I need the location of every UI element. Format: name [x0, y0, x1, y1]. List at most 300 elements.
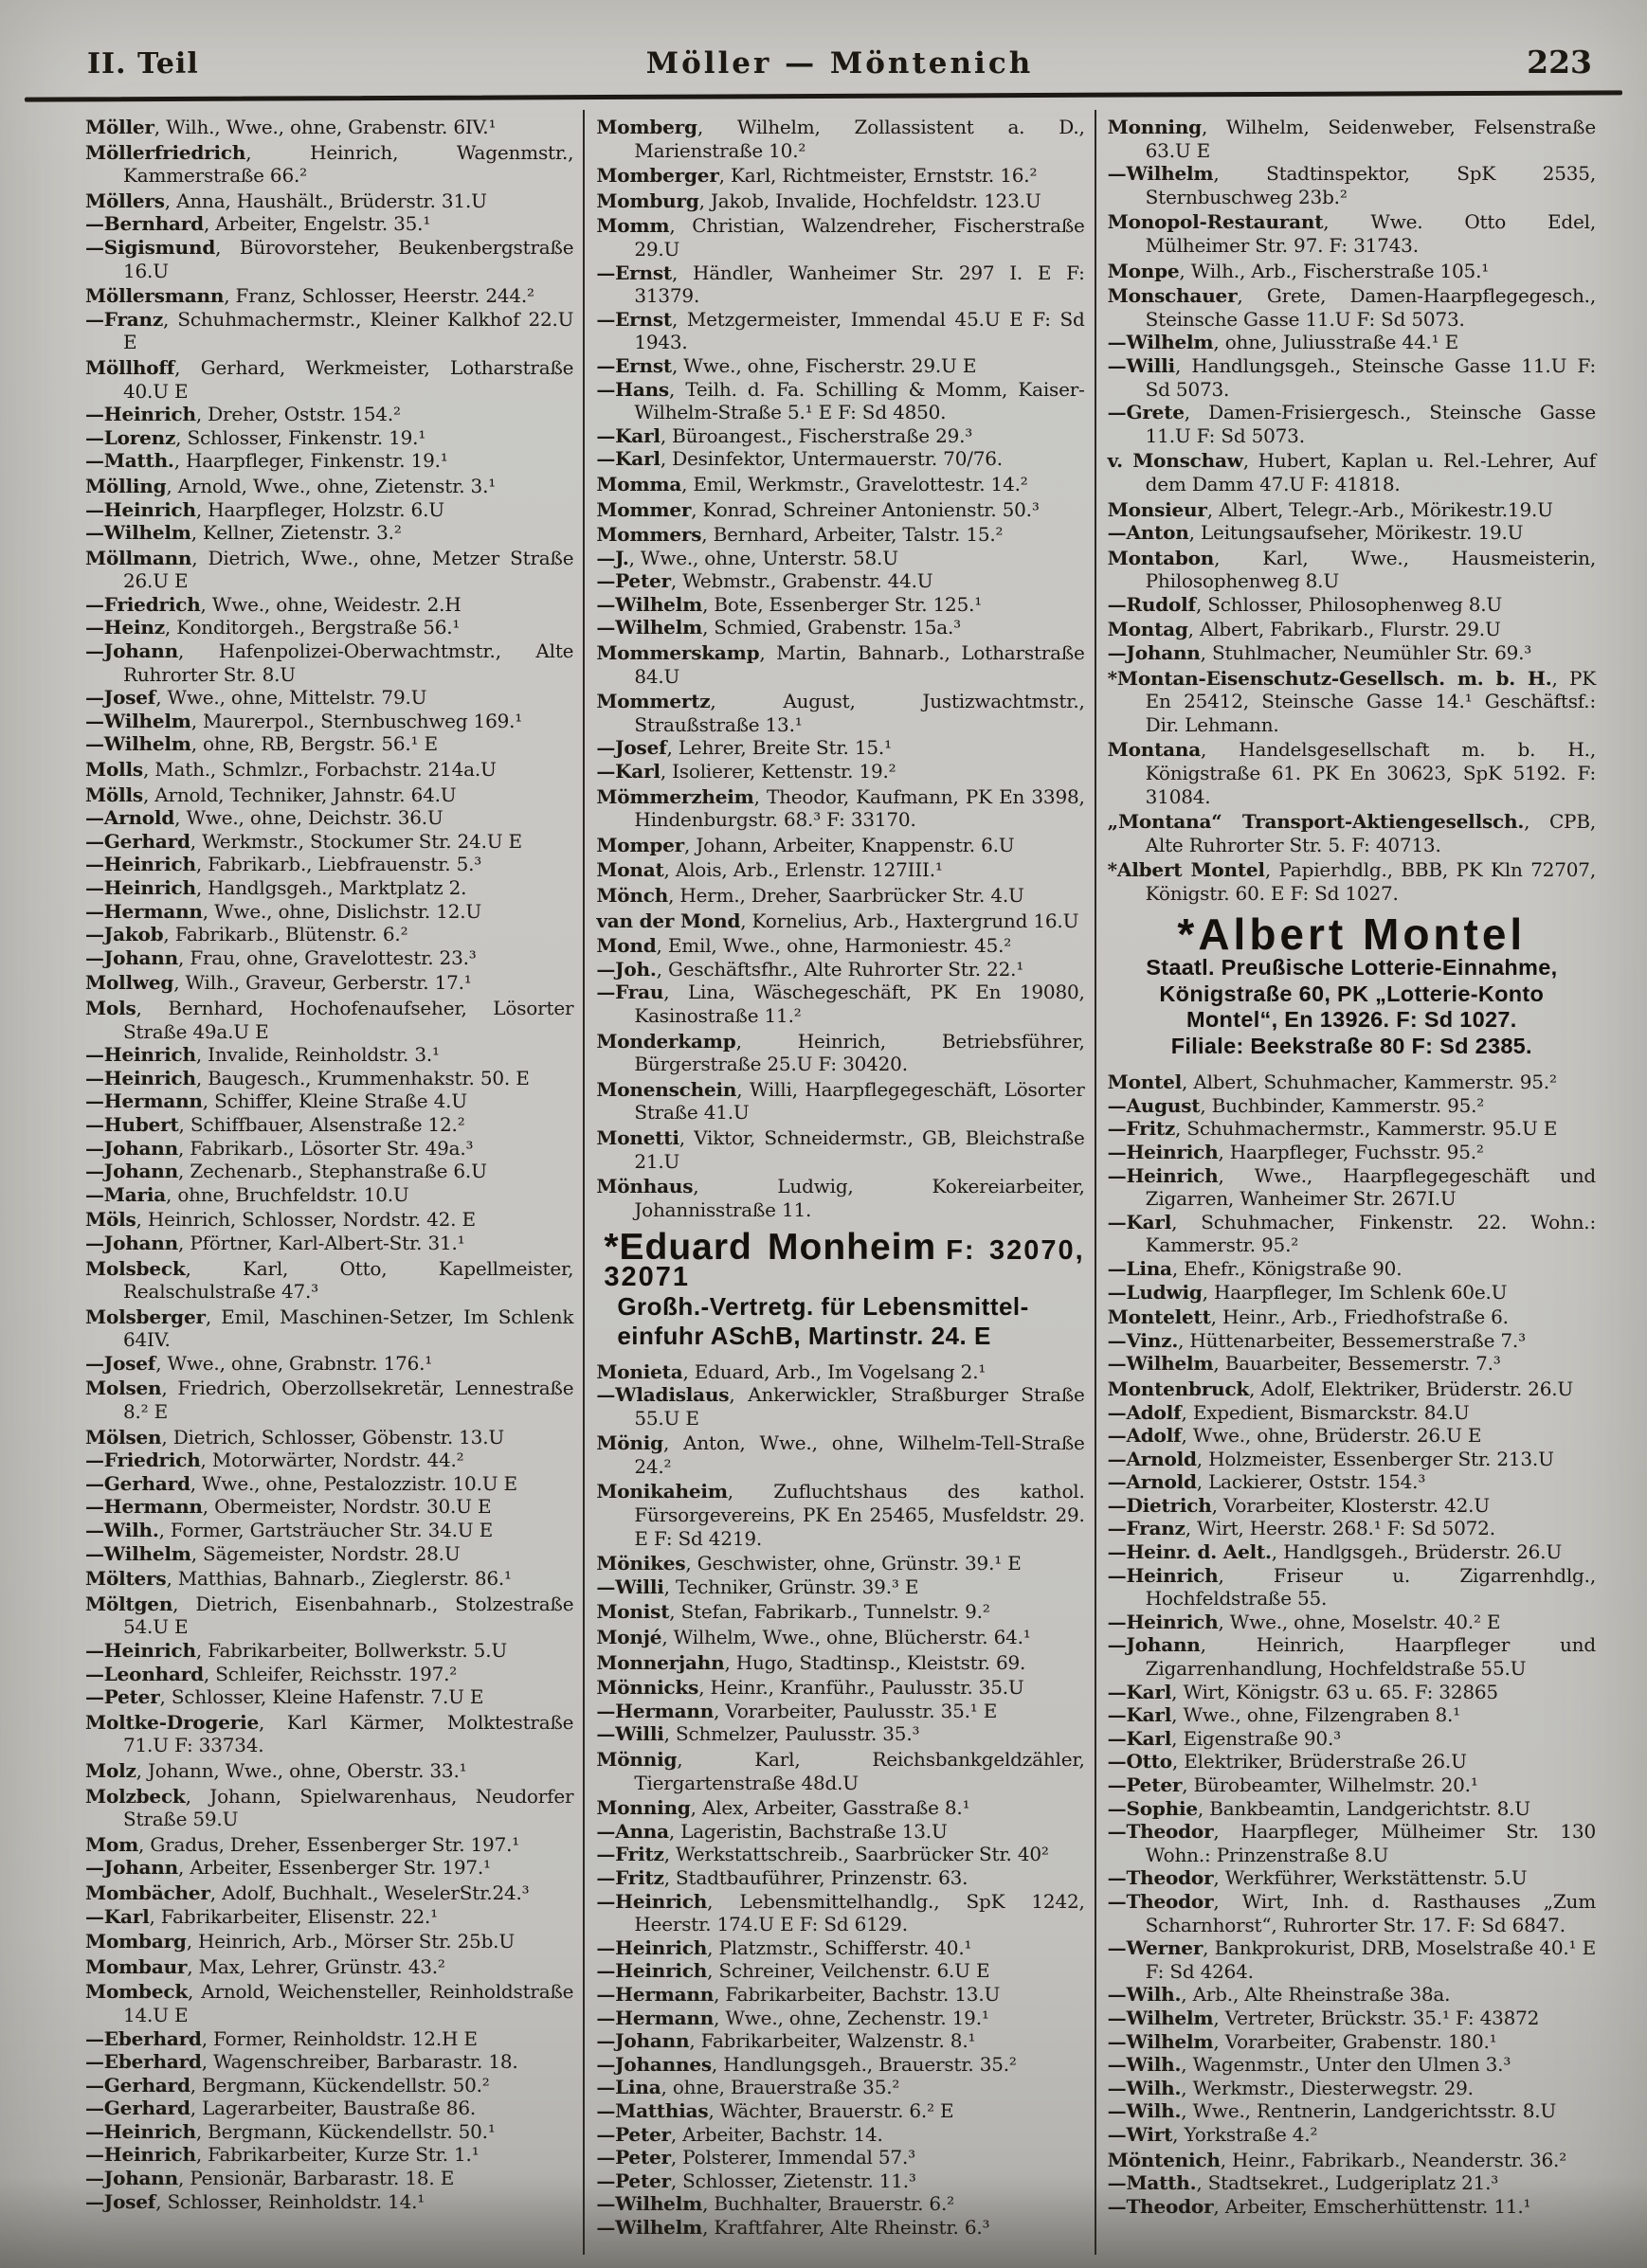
entry-details: , Vorarbeiter, Paulusstr. 35.¹ E — [714, 1699, 998, 1722]
directory-entry — [1108, 1517, 1596, 1540]
directory-entry — [1108, 521, 1596, 545]
entry-details: , Willi, Haarpflegegeschäft, Lösorter Straße 41.U — [634, 1077, 1085, 1125]
directory-entry — [85, 997, 573, 1043]
entry-name: Molsbeck — [85, 1256, 186, 1280]
ad-albert-montel — [1108, 909, 1596, 1060]
entry-details: , Heinrich, Schlosser, Nordstr. 42. E — [136, 1208, 476, 1232]
directory-entry — [85, 1663, 573, 1686]
directory-entry — [596, 498, 1084, 522]
entry-name: Mommerskamp — [596, 641, 760, 665]
directory-entry — [85, 783, 573, 807]
entry-details: , Grete, Damen-Haarpflegegesch., Steinsche Gasse 11.U F: Sd 5073. — [1145, 284, 1596, 331]
directory-entry — [596, 2053, 1084, 2077]
entry-details: , Johann, Arbeiter, Knappenstr. 6.U — [684, 833, 1015, 856]
entry-details: , Haarpfleger, Holzstr. 6.U — [195, 497, 444, 521]
entry-name: Mombarg — [85, 1930, 187, 1953]
ad-headline: *Eduard Monheim — [604, 1227, 937, 1269]
directory-entry — [596, 1676, 1084, 1700]
entry-name: —Johann — [85, 1136, 178, 1160]
entry-name: Montabon — [1107, 546, 1215, 569]
entry-details: , Wwe., Haarpflegegeschäft und Zigarren, Wanheimer Str. 267I.U — [1145, 1163, 1596, 1211]
directory-entry — [1108, 2030, 1596, 2054]
entry-details: , Heinrich, Haarpfleger und Zigarrenhandlung, Hochfeldstraße 55.U — [1145, 1633, 1596, 1681]
column-2 — [583, 110, 1094, 2255]
entry-details: , Haarpfleger, Fuchsstr. 95.² — [1218, 1140, 1484, 1163]
entry-details: , Lebensmittelhandlg., SpK 1242, Heerstr. 174.U E F: Sd 6129. — [634, 1889, 1085, 1936]
directory-entry — [85, 830, 573, 854]
entry-name: Montel — [1107, 1071, 1183, 1094]
entry-details: , Wagenschreiber, Barbarastr. 18. — [201, 2050, 518, 2074]
entry-details: , Hüttenarbeiter, Bessemerstraße 7.³ — [1178, 1328, 1526, 1352]
entry-name: Möllmann — [85, 546, 192, 569]
entry-name: Mollweg — [85, 971, 174, 995]
entry-details: , Arbeiter, Bachstr. 14. — [670, 2122, 883, 2146]
entry-name: —Wilhelm — [85, 521, 191, 545]
directory-entry — [85, 1043, 573, 1067]
directory-entry — [85, 1160, 573, 1183]
entry-details: , Dreher, Oststr. 154.² — [195, 403, 401, 426]
entry-details: , Lina, Wäschegeschäft, PK En 19080, Kasinostraße 11.² — [634, 981, 1085, 1027]
entry-details: , PK En 25412, Steinsche Gasse 14.¹ Geschäftsf.: Dir. Lehmann. — [1145, 666, 1596, 736]
entry-details: , Haarpfleger, Im Schlenk 60e.U — [1202, 1280, 1508, 1304]
entry-details: , Desinfektor, Untermauerstr. 70/76. — [660, 447, 1003, 471]
entry-name: Möller — [85, 116, 154, 138]
entry-name: —Bernhard — [85, 212, 204, 236]
entry-name: Mom — [85, 1832, 139, 1856]
directory-entry — [596, 1480, 1084, 1550]
directory-entry — [85, 1639, 573, 1663]
entry-name: Monning — [596, 1796, 691, 1820]
entry-details: , Schuhmacher, Finkenstr. 22. Wohn.: Kammerstr. 95.² — [1145, 1210, 1596, 1257]
entry-details: , Max, Lehrer, Grünstr. 43.² — [187, 1954, 445, 1978]
entry-details: , Eduard, Arb., Im Vogelsang 2.¹ — [682, 1359, 986, 1383]
entry-details: , Wilh., Graveur, Gerberstr. 17.¹ — [173, 971, 472, 995]
entry-name: —Wilhelm — [1107, 2029, 1214, 2053]
entry-details: , Schuhmachermstr., Kleiner Kalkhof 22.U E — [123, 307, 574, 354]
entry-details: , Pensionär, Barbarastr. 18. E — [178, 2167, 455, 2190]
entry-name: —Werner — [1107, 1936, 1204, 1960]
directory-entry — [1108, 2171, 1596, 2195]
entry-details: , Leitungsaufseher, Mörikestr. 19.U — [1188, 521, 1524, 545]
directory-entry — [1108, 1281, 1596, 1305]
directory-entry — [596, 934, 1084, 958]
directory-entry — [85, 1377, 573, 1423]
directory-entry — [596, 1890, 1084, 1936]
entry-details: , Holzmeister, Essenberger Str. 213.U — [1196, 1447, 1554, 1470]
entry-name: Monjé — [596, 1626, 662, 1649]
directory-entry — [1108, 2007, 1596, 2030]
entry-details: , Adolf, Buchhalt., WeselerStr.24.³ — [209, 1881, 530, 1904]
entry-details: , Wwe., ohne, Weidestr. 2.H — [200, 592, 462, 616]
directory-entry — [596, 736, 1084, 760]
entry-name: Montelett — [1107, 1305, 1211, 1329]
entry-name: —Vinz. — [1107, 1328, 1179, 1352]
entry-name: —Heinrich — [85, 1639, 196, 1662]
directory-entry — [596, 116, 1084, 162]
directory-entry — [596, 1360, 1084, 1384]
entry-name: —Arnold — [1107, 1470, 1197, 1494]
entry-details: , Lehrer, Breite Str. 15.¹ — [666, 736, 892, 760]
entry-details: , Adolf, Elektriker, Brüderstr. 26.U — [1249, 1377, 1574, 1400]
entry-name: Möllerfriedrich — [85, 140, 246, 164]
directory-entry — [596, 1820, 1084, 1844]
entry-details: , ohne, RB, Bergstr. 56.¹ E — [190, 732, 438, 756]
directory-entry — [596, 261, 1084, 308]
entry-details: , Isolierer, Kettenstr. 19.² — [660, 760, 896, 783]
entry-name: —Theodor — [1107, 1820, 1214, 1844]
entry-name: —Theodor — [1107, 2194, 1214, 2218]
entry-details: , Obermeister, Nordstr. 30.U E — [202, 1495, 492, 1519]
entry-details: , Geschwister, ohne, Grünstr. 39.¹ E — [685, 1552, 1022, 1575]
directory-entry — [85, 1955, 573, 1979]
directory-entry — [1108, 1890, 1596, 1936]
entry-details: , Arnold, Techniker, Jahnstr. 64.U — [142, 783, 457, 806]
directory-entry — [85, 1711, 573, 1757]
directory-entry — [596, 884, 1084, 908]
directory-entry — [1108, 1681, 1596, 1704]
entry-name: —Eberhard — [85, 2050, 202, 2074]
entry-name: —Matthias — [596, 2098, 709, 2122]
entry-details: , Schuhmachermstr., Kammerstr. 95.U E — [1175, 1117, 1558, 1141]
ad-line: einfuhr ASchB, Martinstr. 24. E — [617, 1321, 991, 1350]
directory-entry — [596, 1600, 1084, 1624]
entry-name: —Wilh. — [1107, 1983, 1182, 2007]
entry-details: , Fabrikarbeiter, Bollwerkstr. 5.U — [195, 1639, 508, 1662]
entry-details: , Emil, Wwe., ohne, Harmoniestr. 45.² — [656, 934, 1012, 958]
entry-name: —Hans — [596, 377, 669, 401]
entry-name: —Fritz — [596, 1843, 664, 1866]
entry-name: *Montan-Eisenschutz-Gesellsch. m. b. H. — [1107, 666, 1552, 690]
directory-entry — [85, 2050, 573, 2074]
entry-name: —Hermann — [596, 1982, 715, 2006]
directory-entry — [1108, 2053, 1596, 2077]
entry-details: , Haarpfleger, Finkenstr. 19.¹ — [173, 449, 448, 473]
directory-entry — [1108, 1540, 1596, 1564]
directory-entry — [1108, 210, 1596, 257]
entry-name: —Wilhelm — [85, 709, 191, 732]
entry-name: —Karl — [1107, 1703, 1172, 1727]
entry-name: —Gerhard — [85, 829, 190, 853]
entry-name: —Josef — [85, 2189, 156, 2213]
entry-details: , Wagenmstr., Unter den Ulmen 3.³ — [1181, 2053, 1511, 2077]
directory-entry — [1108, 1750, 1596, 1773]
directory-entry — [596, 1431, 1084, 1478]
directory-entry — [1108, 1797, 1596, 1821]
entry-name: —Heinrich — [85, 2143, 196, 2167]
entry-name: Momm — [596, 214, 670, 238]
entry-name: —Willi — [1107, 353, 1175, 377]
entry-name: Mönikes — [596, 1552, 686, 1575]
directory-entry — [1108, 593, 1596, 617]
directory-entry — [1108, 547, 1596, 593]
entry-name: —Heinrich — [596, 1889, 708, 1913]
entry-details: , Büroangest., Fischerstraße 29.³ — [660, 423, 973, 447]
entry-name: —Johann — [1107, 1633, 1201, 1657]
entry-name: —Willi — [596, 1575, 664, 1598]
entry-name: —Friedrich — [85, 592, 201, 616]
entry-name: —Heinrich — [596, 1935, 708, 1959]
entry-details: , Werkführer, Werkstättenstr. 5.U — [1213, 1866, 1528, 1890]
entry-name: Monopol-Restaurant — [1107, 210, 1324, 234]
entry-details: , Gerhard, Werkmeister, Lotharstraße 40.U E — [123, 355, 574, 403]
directory-entry — [85, 189, 573, 213]
entry-details: , Damen-Frisiergesch., Steinsche Gasse 11.U F: Sd 5073. — [1145, 401, 1596, 447]
page-header — [87, 44, 1592, 81]
entry-name: —Heinr. d. Aelt. — [1107, 1540, 1272, 1564]
entry-details: , Vorarbeiter, Grabenstr. 180.¹ — [1213, 2029, 1497, 2053]
directory-entry — [85, 1113, 573, 1137]
directory-entry — [596, 1126, 1084, 1173]
entry-name: Moltke-Drogerie — [85, 1710, 259, 1734]
entry-name: —Karl — [1107, 1680, 1172, 1703]
entry-details: , Albert, Telegr.-Arb., Mörikestr.19.U — [1206, 497, 1553, 521]
directory-entry — [1108, 1936, 1596, 1983]
entry-name: Molls — [85, 758, 143, 782]
entry-details: , Johann, Wwe., ohne, Oberstr. 33.¹ — [136, 1758, 467, 1782]
directory-entry — [85, 732, 573, 756]
entry-name: Montag — [1107, 618, 1188, 641]
entry-details: , Schmelzer, Paulusstr. 35.³ — [663, 1722, 920, 1746]
entry-details: , Dietrich, Wwe., ohne, Metzer Straße 26.U E — [123, 546, 574, 593]
directory-entry — [596, 378, 1084, 424]
directory-entry — [1108, 284, 1596, 331]
entry-name: —Heinrich — [85, 853, 196, 876]
directory-entry — [1108, 641, 1596, 665]
directory-entry — [596, 447, 1084, 471]
directory-entry — [85, 1905, 573, 1929]
directory-entry — [596, 1552, 1084, 1575]
entry-details: , Arnold, Wwe., ohne, Zietenstr. 3.¹ — [166, 474, 497, 497]
entry-name: *Albert Montel — [1107, 858, 1265, 882]
entry-name: —Jakob — [85, 923, 164, 946]
entry-details: , Kellner, Zietenstr. 3.² — [190, 521, 402, 545]
entry-details: , Fabrikarb., Lösorter Str. 49a.³ — [178, 1136, 474, 1160]
directory-entry — [596, 473, 1084, 496]
directory-entry — [85, 1137, 573, 1161]
directory-entry — [85, 547, 573, 593]
directory-entry — [1108, 738, 1596, 808]
entry-name: —Johann — [85, 1856, 178, 1880]
directory-entry — [85, 116, 573, 139]
directory-entry — [596, 760, 1084, 783]
entry-details: , Wilhelm, Wwe., ohne, Blücherstr. 64.¹ — [661, 1626, 1031, 1649]
entry-name: Mombeck — [85, 1980, 188, 2004]
entry-name: —Lina — [1107, 1256, 1172, 1280]
entry-details: , Schleifer, Reichsstr. 197.² — [203, 1662, 458, 1685]
entry-details: , Fabrikarbeiter, Walzenstr. 8.¹ — [689, 2029, 976, 2053]
entry-details: , Math., Schmlzr., Forbachstr. 214a.U — [142, 758, 497, 782]
directory-entry — [596, 2216, 1084, 2240]
entry-details: , Karl, Otto, Kapellmeister, Realschulstraße 47.³ — [123, 1256, 574, 1304]
directory-entry — [1108, 162, 1596, 208]
entry-name: —Peter — [85, 1685, 160, 1709]
directory-entry — [596, 1626, 1084, 1649]
entry-details: , Bernhard, Arbeiter, Talstr. 15.² — [701, 523, 1004, 547]
entry-name: Möls — [85, 1208, 136, 1232]
directory-entry — [85, 2120, 573, 2144]
directory-entry — [596, 1866, 1084, 1890]
entry-details: , Sägemeister, Nordstr. 28.U — [190, 1541, 461, 1565]
entry-details: , Christian, Walzendreher, Fischerstraße 29.U — [634, 214, 1085, 261]
entry-details: , Konrad, Schreiner Antonienstr. 50.³ — [691, 497, 1040, 521]
entry-details: , Emil, Werkmstr., Gravelottestr. 14.² — [681, 472, 1028, 495]
entry-name: —Heinrich — [1107, 1140, 1219, 1163]
entry-name: —Lina — [596, 2076, 661, 2099]
entry-name: —J. — [596, 546, 629, 569]
entry-details: , Teilh. d. Fa. Schilling & Momm, Kaiser-Wilhelm-Straße 5.¹ E F: Sd 4850. — [634, 377, 1085, 424]
entry-name: —Heinrich — [85, 2119, 196, 2143]
entry-details: , Stadtinspektor, SpK 2535, Sternbuschweg 23b.² — [1145, 162, 1596, 208]
entry-name: —Franz — [85, 307, 164, 331]
directory-entry — [85, 946, 573, 970]
entry-details: , Heinrich, Betriebsführer, Bürgerstraße 25.U F: 30420. — [634, 1029, 1085, 1076]
entry-name: —Hermann — [85, 1495, 203, 1519]
directory-entry — [1108, 498, 1596, 522]
directory-entry — [85, 593, 573, 617]
entry-details: , Wwe., ohne, Fischerstr. 29.U E — [671, 353, 977, 377]
directory-entry — [85, 1759, 573, 1783]
section-label: II. Teil — [87, 47, 199, 81]
directory-entry — [85, 2074, 573, 2097]
columns-container — [74, 110, 1605, 2255]
directory-entry — [85, 1567, 573, 1591]
entry-details: , Bürovorsteher, Beukenbergstraße 16.U — [123, 235, 574, 282]
entry-name: —Johann — [1107, 641, 1201, 665]
directory-entry — [596, 523, 1084, 547]
entry-name: —Heinrich — [1107, 1610, 1219, 1633]
entry-details: , Heinr., Kranführ., Paulusstr. 35.U — [698, 1676, 1024, 1700]
entry-details: , Fabrikarb., Liebfrauenstr. 5.³ — [195, 853, 482, 876]
entry-details: , Stadtsekret., Ludgeriplatz 21.³ — [1196, 2171, 1499, 2195]
directory-entry — [1108, 1564, 1596, 1611]
entry-details: , Handlungsgeh., Brauerstr. 35.² — [711, 2052, 1017, 2076]
entry-details: , Heinrich, Arb., Mörser Str. 25b.U — [186, 1930, 516, 1953]
entry-details: , Viktor, Schneidermstr., GB, Bleichstraße 21.U — [634, 1125, 1085, 1173]
entry-name: —Adolf — [1107, 1400, 1182, 1424]
directory-entry — [596, 981, 1084, 1027]
entry-name: —Johann — [85, 945, 178, 969]
entry-details: , Wilhelm, Zollassistent a. D., Marienstraße 10.² — [634, 116, 1085, 162]
directory-entry — [85, 876, 573, 900]
directory-entry — [85, 1472, 573, 1496]
entry-details: , Stefan, Fabrikarb., Tunnelstr. 9.² — [669, 1600, 990, 1624]
entry-name: —Johann — [85, 639, 178, 663]
directory-entry — [1108, 810, 1596, 856]
entry-name: —Heinrich — [85, 497, 196, 521]
entry-details: , Hafenpolizei-Oberwachtmstr., Alte Ruhrorter Str. 8.U — [123, 639, 574, 686]
entry-name: Monnerjahn — [596, 1650, 725, 1674]
directory-entry — [1108, 1633, 1596, 1680]
entry-details: , Bergmann, Kückendellstr. 50.² — [190, 2073, 490, 2097]
entry-name: Momberger — [596, 164, 719, 188]
directory-entry — [85, 686, 573, 710]
entry-name: —Wirt — [1107, 2122, 1173, 2146]
entry-name: —Willi — [596, 1722, 664, 1746]
directory-entry — [85, 639, 573, 686]
entry-name: Möllhoff — [85, 355, 175, 379]
page-number: 223 — [1527, 44, 1592, 81]
entry-details: , Martin, Bahnarb., Lotharstraße 84.U — [634, 641, 1085, 688]
entry-name: —Wilhelm — [1107, 331, 1214, 354]
directory-entry — [596, 214, 1084, 261]
entry-name: —Johann — [85, 1160, 178, 1183]
entry-name: —Karl — [596, 423, 661, 447]
entry-name: —Gerhard — [85, 2097, 190, 2120]
entry-details: , Former, Reinholdstr. 12.H E — [201, 2026, 478, 2050]
entry-name: —Wilhelm — [1107, 162, 1214, 186]
directory-entry — [596, 2192, 1084, 2216]
entry-details: , Buchbinder, Kammerstr. 95.² — [1200, 1093, 1485, 1117]
directory-entry — [1108, 1352, 1596, 1376]
entry-details: , Wwe., ohne, Moselstr. 40.² E — [1218, 1610, 1501, 1633]
entry-details: , Friseur u. Zigarrenhdlg., Hochfeldstraße 55. — [1145, 1563, 1596, 1611]
directory-entry — [85, 923, 573, 946]
entry-details: , Schlosser, Zietenstr. 11.³ — [670, 2169, 916, 2192]
entry-name: Monieta — [596, 1359, 683, 1383]
directory-entry — [1108, 354, 1596, 401]
entry-name: van der Mond — [596, 909, 741, 932]
directory-entry — [85, 1183, 573, 1207]
directory-entry — [85, 1305, 573, 1352]
directory-entry — [85, 426, 573, 450]
entry-details: , Werkstattschreib., Saarbrücker Str. 40² — [663, 1843, 1049, 1866]
entry-details: , Ludwig, Kokereiarbeiter, Johannisstraße 11. — [634, 1175, 1085, 1221]
ad-line: Filiale: Beekstraße 80 F: Sd 2385. — [1170, 1033, 1532, 1058]
directory-entry — [85, 449, 573, 473]
entry-name: —Arnold — [1107, 1447, 1197, 1470]
entry-name: —Ludwig — [1107, 1280, 1203, 1304]
entry-details: , Kraftfahrer, Alte Rheinstr. 6.³ — [702, 2215, 990, 2239]
entry-name: Mommer — [596, 497, 692, 521]
entry-details: , Werkmstr., Stockumer Str. 24.U E — [190, 829, 522, 853]
entry-details: , Expedient, Bismarckstr. 84.U — [1181, 1400, 1470, 1424]
directory-entry — [596, 2076, 1084, 2099]
entry-name: —Heinrich — [85, 1066, 196, 1089]
directory-entry — [596, 1175, 1084, 1221]
entry-name: Mombächer — [85, 1881, 210, 1904]
entry-name: —Wilhelm — [1107, 2006, 1214, 2029]
entry-name: „Montana“ Transport-Aktiengesellsch. — [1107, 810, 1525, 834]
entry-name: —August — [1107, 1093, 1201, 1117]
entry-details: , Wwe., ohne, Zechenstr. 19.¹ — [714, 2006, 989, 2029]
directory-entry — [1108, 1329, 1596, 1353]
directory-entry — [85, 1593, 573, 1639]
entry-details: , Webmstr., Grabenstr. 44.U — [670, 569, 933, 593]
directory-entry — [1108, 2123, 1596, 2147]
entry-details: , Wwe., ohne, Pestalozzistr. 10.U E — [190, 1471, 517, 1495]
entry-details: , Lagerarbeiter, Baustraße 86. — [190, 2097, 477, 2120]
directory-entry — [596, 1383, 1084, 1430]
directory-entry — [85, 1352, 573, 1376]
directory-entry — [85, 1542, 573, 1566]
directory-entry — [85, 1881, 573, 1905]
entry-details: , Bauarbeiter, Bessemerstr. 7.³ — [1213, 1352, 1501, 1376]
entry-name: Mols — [85, 996, 136, 1019]
entry-details: , Heinrich, Wagenmstr., Kammerstraße 66.² — [123, 140, 574, 188]
directory-entry — [596, 1983, 1084, 2007]
directory-entry — [596, 593, 1084, 617]
entry-details: , Buchhalter, Brauerstr. 6.² — [702, 2192, 954, 2216]
entry-details: , Heinr., Fabrikarb., Neanderstr. 36.² — [1220, 2148, 1567, 2171]
ad-phone: F: 32070, 32071 — [604, 1235, 1085, 1292]
directory-entry — [596, 424, 1084, 448]
entry-name: v. Monschaw — [1107, 449, 1243, 473]
ad-line: Königstraße 60, PK „Lotterie-Konto — [1159, 981, 1545, 1006]
ad-line: Staatl. Preußische Lotterie-Einnahme, — [1146, 955, 1558, 981]
entry-details: , Schlosser, Philosophenweg 8.U — [1195, 592, 1503, 616]
directory-entry — [596, 2029, 1084, 2053]
entry-details: , Wirt, Inh. d. Rasthauses „Zum Scharnhorst“, Ruhrorter Str. 17. F: Sd 6847. — [1145, 1889, 1596, 1936]
